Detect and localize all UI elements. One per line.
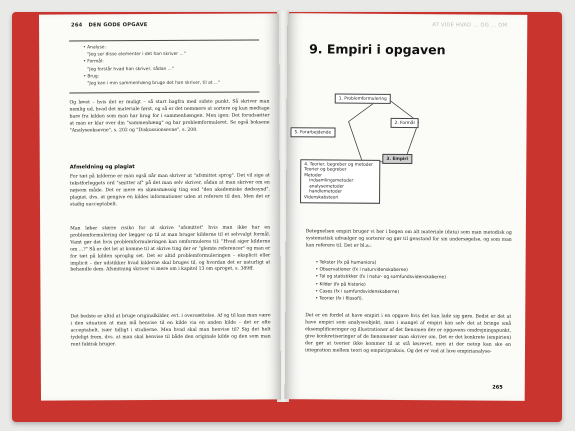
- list-item-quote: "Jeg kan i min sammenhæng bruge det han skriver, til at ...": [87, 80, 221, 87]
- list-item-quote: "Jeg forstår hvad han skriver, sådan ...": [87, 66, 174, 72]
- list-item-quote: "Jeg ser disse elementer i det han skriver ...": [87, 52, 186, 58]
- list-item: • Formål:: [83, 59, 104, 65]
- list-item: • Analyse:: [83, 45, 106, 51]
- bullet-list: [77, 44, 247, 88]
- paragraph: Det er en fordel at have empiri i en opgave hvis det kan lade sig gøre. Bedst er det at have empiri som analyseobjekt, men i mangel af empiri kan selv det at bringe små eksemplificeringer og illustrationer af det fænomen der er opgavens omdrejningspunkt, give konkretiseringer af de fænomener man skriver om. Det er det konkrete (empirien) der gør at teorier ikke kommer til at stå løsrevet, men at der netop kan ske en integration mellem teori og empiri/praksis. Og det er ved at lave empirianalyse-: [304, 313, 512, 355]
- diagram-node-formaal: 2. Formål: [391, 118, 419, 128]
- empiri-list: [315, 259, 505, 304]
- paragraph: Det bedste er altid at bruge originalkilder, evt. i oversættelse. Af og til kan man være i den situation at man må henvise til en kilde via en anden kilde – det er ofte acceptabelt, især tidligt i studierne. Men hvad skal man henvise til? Sig det helt tydeligt frem, dvs. at man skal henvise til både den originale kilde og den som man rent faktisk bruger.: [70, 313, 271, 348]
- diagram-node-problemformulering: 1. Problemformulering: [335, 94, 391, 104]
- top-rule: [69, 39, 259, 41]
- left-page: [39, 13, 281, 400]
- chapter-title: 9. Empiri i opgaven: [309, 41, 446, 58]
- list-item: • Brug:: [83, 74, 100, 80]
- list-item: • Observationer (fx i naturvidenskaberne): [315, 267, 408, 274]
- paragraph: Og løvet – hvis det er muligt – så start bagfra med sidste punkt. Så skriver man nemlig ud, hvad det materiale først, og så er det nemmere at sortere og kun medtage bare fra kilden som man har brug for i sammenhængen. Men igen: Det forudsætter at man er klar over din "sammenhæng" og har problemformuleret. Se også boksene "Analyseeksevne", s. 202 og "Diskussionsevne", s. 208.: [69, 99, 270, 134]
- list-item: • Tekster (fx på humaniora): [315, 260, 377, 266]
- list-item: • Cases (fx i samfundsvidenskaberne): [315, 289, 400, 295]
- bottom-rule: [69, 91, 259, 93]
- right-running-head: AT VIDE HVAD ... OG ... OM: [432, 22, 508, 29]
- right-page: [285, 13, 528, 401]
- left-running-head: 264 DEN GODE OPGAVE: [71, 22, 148, 29]
- list-item: • Teorier (fx i filosofi).: [315, 296, 364, 302]
- paragraph: Betegnelsen empiri bruger vi her i bogen om alt materiale (data) som man metodisk og systematisk udvælger og sorterer og gør til genstand for sin undersøgelse, og som man kan referere til. Det er bl.a.:: [305, 229, 512, 249]
- section-heading: Afmeldning og plagiat: [69, 164, 135, 171]
- page-number: 265: [492, 384, 503, 391]
- diagram-node-forarbejdende: 5. Forarbejdende: [290, 127, 335, 137]
- paragraph: For tæt på kilderne er man også når man skriver at "afsmittet sprog". Det vil sige at tekstforleggets ord "smitter af" på det man selv skriver, sådan at man skriver om en nøjsom måde. Det er mere en skønsmæssig ting end "den akademiske dødssynd", plagiat, dvs. at gengive en kildes informationer uden at referere til den. Men det er stadig uacceptabelt.: [69, 173, 270, 208]
- list-item: • Kilder (fx på historie): [315, 281, 366, 288]
- diagram-node-empiri: 3. Empiri: [382, 154, 412, 164]
- paragraph: Man løber større risiko for at skrive "afsmittet" hvis man ikke har en problemformulering der lægger op til at man bruger kilderne til et selvvalgt formål. Vamt gør det hvis problemformuleringen kan omformuleres til: "Hvad siger kilderne om ...?" Så er det let at komme til at skrive ting der er "glemte referencer" og man er for tæt på kilden sproglig set. Det er altid problemformuleringen – eksplicit eller implicit – der udstikker hvad kilderne skal bruges til, og hvordan det er naturligt at behandle dem. Afsmitning skriver vi mere om i kapitel 13 om sproget, s. 389ff.: [70, 225, 271, 273]
- diagram-node-teorier: 4. Teorier, begreber og metoder Teorier og begreber Metoder indsamlingsmetoder analysemetoder handlemetoder Videnskabsteori: [300, 159, 380, 204]
- list-item: • Tal og statistikker (fx i natur- og samfundsvidenskaberne): [315, 274, 446, 281]
